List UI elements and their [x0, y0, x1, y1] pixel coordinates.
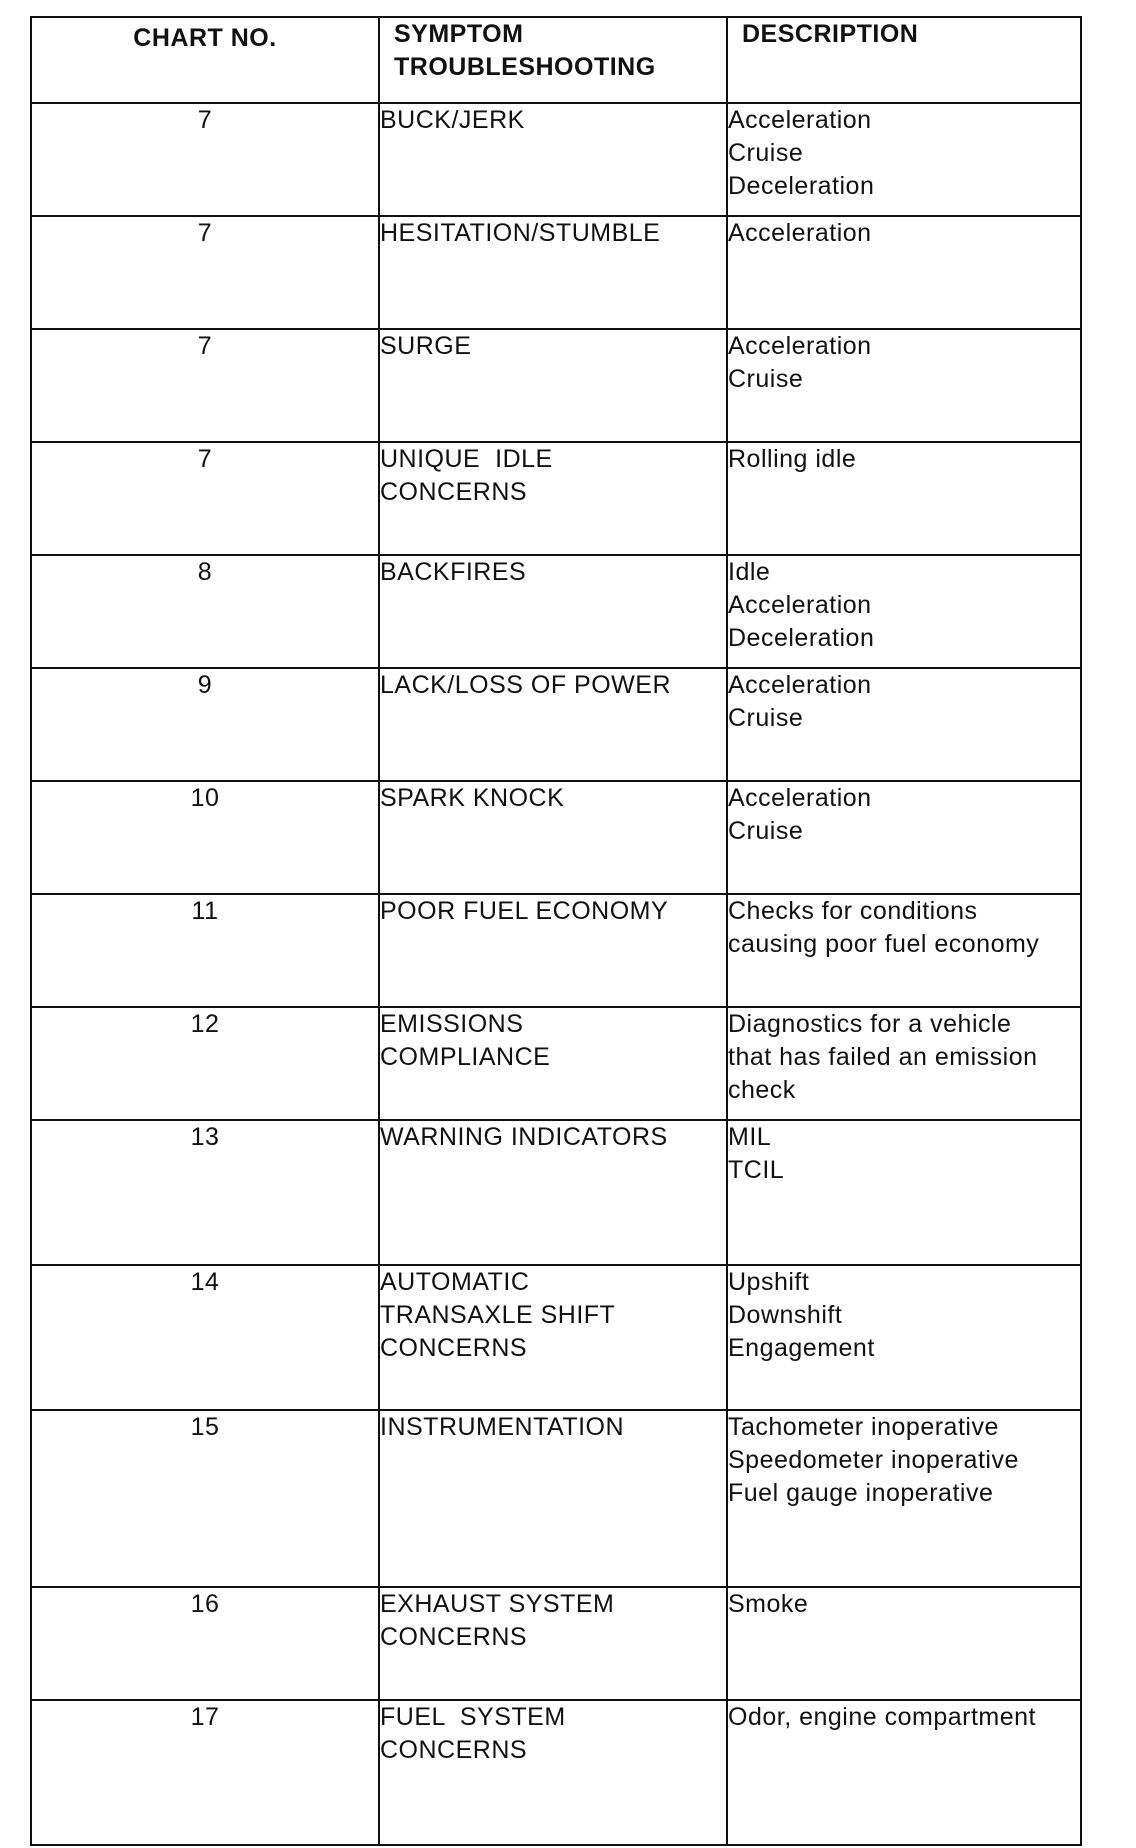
description-cell: [727, 1120, 1081, 1265]
table-row: [31, 1265, 1081, 1410]
chart-number-cell: 13: [31, 1120, 379, 1265]
description-cell: [727, 1007, 1081, 1120]
chart-number-cell: 14: [31, 1265, 379, 1410]
description-cell: [727, 1587, 1081, 1700]
description-line: Acceleration: [728, 106, 872, 134]
table-row: [31, 1120, 1081, 1265]
description-cell: [727, 442, 1081, 555]
symptom-line: COMPLIANCE: [380, 1043, 551, 1071]
chart-number-cell: 7: [31, 103, 379, 216]
symptom-cell: [379, 1007, 727, 1120]
chart-number-cell: 12: [31, 1007, 379, 1120]
description-line: Odor, engine compartment: [728, 1703, 1036, 1731]
symptom-cell: [379, 1265, 727, 1410]
header-symptom: [379, 17, 727, 103]
description-line: Acceleration: [728, 332, 872, 360]
chart-number-cell: 17: [31, 1700, 379, 1845]
chart-number-cell: 16: [31, 1587, 379, 1700]
symptom-line: EXHAUST SYSTEM: [380, 1590, 615, 1618]
symptom-line: BUCK/JERK: [380, 106, 525, 134]
symptom-line: INSTRUMENTATION: [380, 1413, 625, 1441]
symptom-line: AUTOMATIC: [380, 1268, 530, 1296]
table-row: [31, 555, 1081, 668]
description-cell: [727, 329, 1081, 442]
symptom-line: POOR FUEL ECONOMY: [380, 897, 669, 925]
symptom-cell: [379, 442, 727, 555]
description-line: causing poor fuel economy: [728, 930, 1040, 958]
description-line: Upshift: [728, 1268, 810, 1296]
symptom-cell: [379, 894, 727, 1007]
symptom-cell: [379, 103, 727, 216]
description-line: Fuel gauge inoperative: [728, 1479, 994, 1507]
symptom-cell: [379, 781, 727, 894]
table-row: [31, 1007, 1081, 1120]
symptom-cell: [379, 329, 727, 442]
description-line: MIL: [728, 1123, 772, 1151]
symptom-cell: [379, 1587, 727, 1700]
description-cell: [727, 555, 1081, 668]
description-line: Tachometer inoperative: [728, 1413, 999, 1441]
symptom-cell: [379, 1410, 727, 1587]
description-line: Checks for conditions: [728, 897, 978, 925]
table-row: [31, 894, 1081, 1007]
description-cell: [727, 103, 1081, 216]
table-row: [31, 329, 1081, 442]
table-row: [31, 1587, 1081, 1700]
header-description: DESCRIPTION: [727, 17, 1081, 103]
symptom-line: HESITATION/STUMBLE: [380, 219, 661, 247]
chart-number-cell: 8: [31, 555, 379, 668]
description-cell: [727, 894, 1081, 1007]
description-line: that has failed an emission: [728, 1043, 1038, 1071]
description-line: Cruise: [728, 817, 804, 845]
description-line: Downshift: [728, 1301, 843, 1329]
symptom-cell: [379, 668, 727, 781]
table-header-row: [31, 17, 1081, 103]
description-line: Deceleration: [728, 172, 875, 200]
description-line: Deceleration: [728, 624, 875, 652]
symptom-line: CONCERNS: [380, 1623, 528, 1651]
symptom-line: UNIQUE IDLE: [380, 445, 553, 473]
description-line: Diagnostics for a vehicle: [728, 1010, 1012, 1038]
description-line: check: [728, 1076, 796, 1104]
description-line: Cruise: [728, 704, 804, 732]
symptom-line: SURGE: [380, 332, 472, 360]
chart-number-cell: 9: [31, 668, 379, 781]
description-line: Acceleration: [728, 219, 872, 247]
table-row: [31, 103, 1081, 216]
description-line: Acceleration: [728, 591, 872, 619]
description-line: Smoke: [728, 1590, 809, 1618]
chart-number-cell: 7: [31, 216, 379, 329]
description-line: Idle: [728, 558, 771, 586]
description-cell: [727, 216, 1081, 329]
description-line: Rolling idle: [728, 445, 857, 473]
symptom-line: CONCERNS: [380, 1334, 528, 1362]
symptom-line: TRANSAXLE SHIFT: [380, 1301, 616, 1329]
table-row: [31, 1410, 1081, 1587]
description-cell: [727, 1700, 1081, 1845]
description-line: Acceleration: [728, 784, 872, 812]
symptom-line: WARNING INDICATORS: [380, 1123, 668, 1151]
chart-number-cell: 10: [31, 781, 379, 894]
chart-number-cell: 7: [31, 329, 379, 442]
description-cell: [727, 1265, 1081, 1410]
chart-number-cell: 11: [31, 894, 379, 1007]
table-row: [31, 1700, 1081, 1845]
symptom-cell: [379, 555, 727, 668]
description-line: Cruise: [728, 365, 804, 393]
description-line: Acceleration: [728, 671, 872, 699]
chart-number-cell: 7: [31, 442, 379, 555]
symptom-cell: [379, 1700, 727, 1845]
description-line: Cruise: [728, 139, 804, 167]
description-line: Speedometer inoperative: [728, 1446, 1019, 1474]
table-row: [31, 442, 1081, 555]
table-row: [31, 668, 1081, 781]
symptom-line: CONCERNS: [380, 478, 528, 506]
symptom-chart-table: [30, 16, 1082, 1846]
description-line: TCIL: [728, 1156, 785, 1184]
symptom-line: BACKFIRES: [380, 558, 527, 586]
symptom-line: EMISSIONS: [380, 1010, 524, 1038]
table-row: [31, 781, 1081, 894]
description-cell: [727, 668, 1081, 781]
header-symptom-line2: TROUBLESHOOTING: [394, 53, 656, 81]
description-cell: [727, 1410, 1081, 1587]
symptom-cell: [379, 1120, 727, 1265]
symptom-cell: [379, 216, 727, 329]
symptom-line: CONCERNS: [380, 1736, 528, 1764]
header-symptom-line1: SYMPTOM: [394, 20, 524, 48]
table-row: [31, 216, 1081, 329]
header-chart-no: CHART NO.: [31, 17, 379, 103]
symptom-line: FUEL SYSTEM: [380, 1703, 566, 1731]
symptom-line: LACK/LOSS OF POWER: [380, 671, 672, 699]
symptom-line: SPARK KNOCK: [380, 784, 565, 812]
description-cell: [727, 781, 1081, 894]
chart-number-cell: 15: [31, 1410, 379, 1587]
table-body: [31, 103, 1081, 1845]
description-line: Engagement: [728, 1334, 875, 1362]
